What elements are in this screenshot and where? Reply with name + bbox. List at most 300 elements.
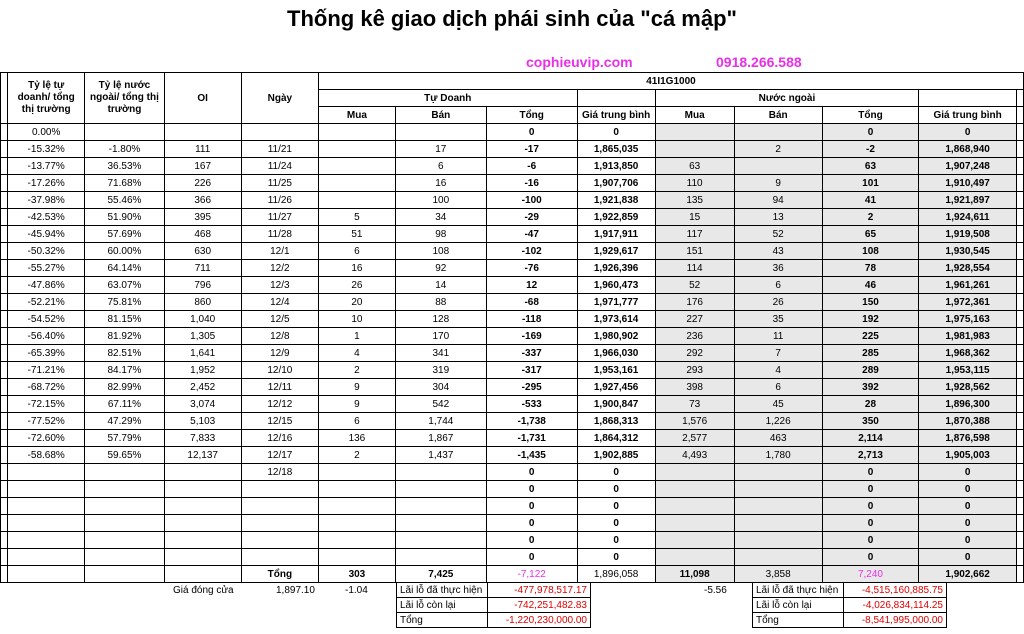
cell-date: 11/27	[241, 209, 318, 226]
cell-td-ban	[395, 464, 486, 481]
cell-nn-pct: 57.79%	[85, 430, 164, 447]
cell-nn-gia: 1,928,562	[919, 379, 1017, 396]
cell-oi	[164, 124, 241, 141]
cell-td-gia: 1,953,161	[577, 362, 655, 379]
cell-oi	[164, 481, 241, 498]
cell-td-gia: 1,960,473	[577, 277, 655, 294]
cell-nn-gia: 0	[919, 498, 1017, 515]
cell-nn-tong: 2,114	[822, 430, 919, 447]
cell-nn-ban: 52	[734, 226, 822, 243]
cell-td-mua: 6	[318, 243, 395, 260]
cell-nn-mua: 1,576	[655, 413, 734, 430]
header-ngay: Ngày	[241, 73, 318, 124]
cell-nn-pct: 36.53%	[85, 158, 164, 175]
cell-td-mua	[318, 175, 395, 192]
cell-nn-tong: 285	[822, 345, 919, 362]
cell-td-gia: 1,926,396	[577, 260, 655, 277]
pl-td-realized-value: -477,978,517.17	[488, 583, 591, 598]
totals-td-tong: -7,122	[486, 566, 577, 583]
cell-td-ban: 128	[395, 311, 486, 328]
cell-td-tong: -100	[486, 192, 577, 209]
table-row	[1, 481, 1024, 498]
cell-nn-tong: 0	[822, 481, 919, 498]
cell-td-gia: 1,907,706	[577, 175, 655, 192]
table-row	[1, 464, 1024, 481]
cell-td-mua: 9	[318, 396, 395, 413]
cell-nn-tong: 28	[822, 396, 919, 413]
cell-td-tong: -295	[486, 379, 577, 396]
cell-nn-pct: 51.90%	[85, 209, 164, 226]
totals-nn-tong: 7,240	[822, 566, 919, 583]
cell-nn-pct	[85, 515, 164, 532]
totals-row	[1, 566, 1024, 583]
cell-nn-gia: 1,921,897	[919, 192, 1017, 209]
table-row	[1, 243, 1024, 260]
cell-nn-mua	[655, 515, 734, 532]
cell-td-tong: 0	[486, 515, 577, 532]
cell-date	[241, 498, 318, 515]
cell-nn-gia: 1,930,545	[919, 243, 1017, 260]
cell-oi	[164, 464, 241, 481]
cell-nn-tong: 392	[822, 379, 919, 396]
header-nn-ban: Bán	[734, 107, 822, 124]
cell-nn-pct: 67.11%	[85, 396, 164, 413]
cell-date: 12/15	[241, 413, 318, 430]
cell-td-ban: 319	[395, 362, 486, 379]
cell-nn-pct: 71.68%	[85, 175, 164, 192]
cell-date: 12/3	[241, 277, 318, 294]
cell-td-ban: 304	[395, 379, 486, 396]
cell-nn-pct: 55.46%	[85, 192, 164, 209]
cell-nn-ban	[734, 124, 822, 141]
cell-nn-ban: 36	[734, 260, 822, 277]
pl-td-total-label: Tổng	[397, 613, 488, 628]
cell-nn-tong: 46	[822, 277, 919, 294]
cell-nn-pct: 81.92%	[85, 328, 164, 345]
cell-td-mua: 136	[318, 430, 395, 447]
header-td-gia: Giá trung bình	[577, 107, 655, 124]
cell-td-tong: -1,738	[486, 413, 577, 430]
pl-tu-doanh-table	[396, 582, 591, 628]
cell-td-pct	[8, 549, 85, 566]
cell-nn-gia: 1,981,983	[919, 328, 1017, 345]
cell-td-ban: 170	[395, 328, 486, 345]
cell-td-ban: 92	[395, 260, 486, 277]
cell-oi: 366	[164, 192, 241, 209]
header-oi: OI	[164, 73, 241, 124]
cell-nn-mua: 73	[655, 396, 734, 413]
cell-td-mua: 6	[318, 413, 395, 430]
pl-nn-remaining-value: -4,026,834,114.25	[844, 598, 947, 613]
table-row	[1, 532, 1024, 549]
totals-td-ban: 7,425	[395, 566, 486, 583]
table-row	[1, 175, 1024, 192]
cell-td-tong: 12	[486, 277, 577, 294]
cell-td-mua	[318, 141, 395, 158]
cell-td-gia: 0	[577, 549, 655, 566]
cell-td-mua: 26	[318, 277, 395, 294]
cell-td-pct: -52.21%	[8, 294, 85, 311]
cell-nn-tong: 350	[822, 413, 919, 430]
cell-nn-ban: 463	[734, 430, 822, 447]
cell-nn-tong: 41	[822, 192, 919, 209]
table-row	[1, 413, 1024, 430]
cell-nn-ban	[734, 464, 822, 481]
cell-nn-pct: 47.29%	[85, 413, 164, 430]
cell-nn-pct	[85, 124, 164, 141]
cell-nn-pct: 81.15%	[85, 311, 164, 328]
cell-nn-mua: 63	[655, 158, 734, 175]
website-link[interactable]: cophieuvip.com	[526, 54, 633, 70]
cell-td-mua: 5	[318, 209, 395, 226]
cell-td-mua: 2	[318, 362, 395, 379]
cell-td-mua: 51	[318, 226, 395, 243]
table-row	[1, 294, 1024, 311]
cell-nn-ban	[734, 532, 822, 549]
header-td-ban: Bán	[395, 107, 486, 124]
cell-td-gia: 1,864,312	[577, 430, 655, 447]
trading-table	[0, 72, 1024, 583]
cell-nn-mua: 2,577	[655, 430, 734, 447]
cell-td-pct: -58.68%	[8, 447, 85, 464]
cell-date: 11/21	[241, 141, 318, 158]
cell-nn-mua	[655, 481, 734, 498]
cell-td-gia: 0	[577, 532, 655, 549]
cell-td-gia: 1,966,030	[577, 345, 655, 362]
cell-nn-mua: 114	[655, 260, 734, 277]
cell-td-ban	[395, 515, 486, 532]
cell-nn-gia: 1,968,362	[919, 345, 1017, 362]
cell-td-tong: 0	[486, 124, 577, 141]
cell-td-gia: 0	[577, 498, 655, 515]
cell-date	[241, 532, 318, 549]
table-body	[1, 124, 1024, 566]
cell-td-gia: 1,917,911	[577, 226, 655, 243]
cell-td-tong: -118	[486, 311, 577, 328]
table-row	[1, 226, 1024, 243]
cell-nn-pct	[85, 498, 164, 515]
header-ty-le-nuoc-ngoai: Tỷ lệ nước ngoài/ tổng thị trường	[85, 73, 164, 124]
totals-nn-ban: 3,858	[734, 566, 822, 583]
cell-nn-gia: 1,905,003	[919, 447, 1017, 464]
cell-oi: 226	[164, 175, 241, 192]
table-row	[1, 430, 1024, 447]
cell-td-pct	[8, 515, 85, 532]
cell-td-tong: -6	[486, 158, 577, 175]
cell-td-mua	[318, 481, 395, 498]
cell-nn-mua: 398	[655, 379, 734, 396]
cell-nn-ban	[734, 498, 822, 515]
cell-nn-pct: 63.07%	[85, 277, 164, 294]
header-tu-doanh: Tự Doanh	[318, 90, 577, 107]
cell-td-gia: 1,865,035	[577, 141, 655, 158]
cell-td-gia: 1,973,614	[577, 311, 655, 328]
cell-oi	[164, 498, 241, 515]
cell-nn-tong: 2,713	[822, 447, 919, 464]
cell-nn-mua: 176	[655, 294, 734, 311]
cell-td-tong: 0	[486, 481, 577, 498]
cell-nn-gia: 0	[919, 124, 1017, 141]
pl-nn-remaining-label: Lãi lỗ còn lại	[753, 598, 844, 613]
cell-td-tong: -29	[486, 209, 577, 226]
cell-date	[241, 481, 318, 498]
cell-td-tong: 0	[486, 464, 577, 481]
cell-td-pct	[8, 481, 85, 498]
totals-nn-mua: 11,098	[655, 566, 734, 583]
phone-number: 0918.266.588	[716, 54, 802, 70]
cell-td-pct: -54.52%	[8, 311, 85, 328]
table-row	[1, 362, 1024, 379]
table-row	[1, 396, 1024, 413]
cell-nn-pct: 75.81%	[85, 294, 164, 311]
cell-oi: 167	[164, 158, 241, 175]
closing-price-label: Giá đóng cửa	[173, 585, 234, 596]
cell-td-tong: -76	[486, 260, 577, 277]
cell-nn-ban: 7	[734, 345, 822, 362]
cell-td-gia: 1,921,838	[577, 192, 655, 209]
cell-oi: 2,452	[164, 379, 241, 396]
pl-td-total-value: -1,220,230,000.00	[488, 613, 591, 628]
table-row	[1, 379, 1024, 396]
cell-nn-tong: 0	[822, 549, 919, 566]
cell-nn-tong: 0	[822, 124, 919, 141]
cell-td-gia: 1,971,777	[577, 294, 655, 311]
cell-oi: 468	[164, 226, 241, 243]
cell-td-mua	[318, 515, 395, 532]
cell-oi: 12,137	[164, 447, 241, 464]
cell-td-pct: -50.32%	[8, 243, 85, 260]
cell-nn-mua	[655, 498, 734, 515]
cell-nn-tong: 0	[822, 532, 919, 549]
header-nn-mua: Mua	[655, 107, 734, 124]
cell-td-ban: 1,744	[395, 413, 486, 430]
cell-nn-ban: 11	[734, 328, 822, 345]
cell-nn-pct	[85, 549, 164, 566]
cell-td-ban: 341	[395, 345, 486, 362]
cell-date: 12/9	[241, 345, 318, 362]
cell-date: 12/5	[241, 311, 318, 328]
table-row	[1, 447, 1024, 464]
cell-oi: 1,305	[164, 328, 241, 345]
cell-nn-ban: 6	[734, 277, 822, 294]
cell-nn-pct: -1.80%	[85, 141, 164, 158]
cell-td-mua	[318, 498, 395, 515]
cell-nn-tong: 2	[822, 209, 919, 226]
cell-td-ban: 88	[395, 294, 486, 311]
cell-td-tong: 0	[486, 549, 577, 566]
cell-oi: 860	[164, 294, 241, 311]
cell-nn-gia: 0	[919, 515, 1017, 532]
table-row	[1, 311, 1024, 328]
cell-td-pct: -15.32%	[8, 141, 85, 158]
cell-td-gia: 0	[577, 481, 655, 498]
cell-oi	[164, 532, 241, 549]
cell-nn-pct: 64.14%	[85, 260, 164, 277]
cell-td-ban	[395, 549, 486, 566]
cell-td-ban: 14	[395, 277, 486, 294]
cell-oi: 630	[164, 243, 241, 260]
cell-nn-pct: 59.65%	[85, 447, 164, 464]
totals-td-mua: 303	[318, 566, 395, 583]
cell-nn-gia: 1,961,261	[919, 277, 1017, 294]
header-td-tong: Tổng	[486, 107, 577, 124]
cell-td-ban	[395, 124, 486, 141]
cell-nn-tong: 108	[822, 243, 919, 260]
header-ty-le-tu-doanh: Tỷ lệ tự doanh/ tổng thị trường	[8, 73, 85, 124]
closing-price-value: 1,897.10	[276, 585, 315, 596]
cell-oi: 711	[164, 260, 241, 277]
cell-nn-tong: 0	[822, 515, 919, 532]
cell-nn-ban: 13	[734, 209, 822, 226]
cell-nn-mua: 292	[655, 345, 734, 362]
cell-nn-mua	[655, 124, 734, 141]
cell-nn-gia: 1,972,361	[919, 294, 1017, 311]
cell-nn-mua: 293	[655, 362, 734, 379]
cell-td-tong: -337	[486, 345, 577, 362]
cell-nn-ban: 26	[734, 294, 822, 311]
cell-td-pct: -68.72%	[8, 379, 85, 396]
cell-nn-pct: 82.51%	[85, 345, 164, 362]
cell-nn-tong: 78	[822, 260, 919, 277]
cell-td-pct: 0.00%	[8, 124, 85, 141]
cell-td-gia: 1,980,902	[577, 328, 655, 345]
cell-nn-ban: 43	[734, 243, 822, 260]
cell-td-gia: 1,922,859	[577, 209, 655, 226]
cell-td-ban	[395, 532, 486, 549]
page-title: Thống kê giao dịch phái sinh của "cá mập"	[287, 6, 737, 31]
cell-td-tong: -1,731	[486, 430, 577, 447]
cell-nn-gia: 0	[919, 481, 1017, 498]
cell-nn-mua: 4,493	[655, 447, 734, 464]
cell-nn-ban: 4	[734, 362, 822, 379]
cell-oi: 5,103	[164, 413, 241, 430]
cell-td-mua	[318, 532, 395, 549]
cell-nn-tong: 63	[822, 158, 919, 175]
cell-nn-gia: 1,953,115	[919, 362, 1017, 379]
cell-oi	[164, 549, 241, 566]
cell-nn-pct: 60.00%	[85, 243, 164, 260]
cell-nn-gia: 1,919,508	[919, 226, 1017, 243]
cell-nn-ban	[734, 549, 822, 566]
cell-date: 11/28	[241, 226, 318, 243]
cell-td-ban: 6	[395, 158, 486, 175]
cell-oi: 796	[164, 277, 241, 294]
cell-date: 11/24	[241, 158, 318, 175]
table-row	[1, 124, 1024, 141]
cell-td-ban: 100	[395, 192, 486, 209]
cell-td-gia: 1,913,850	[577, 158, 655, 175]
cell-nn-gia: 1,868,940	[919, 141, 1017, 158]
cell-td-ban	[395, 481, 486, 498]
table-row	[1, 192, 1024, 209]
cell-td-pct: -65.39%	[8, 345, 85, 362]
cell-td-pct	[8, 498, 85, 515]
cell-nn-ban: 1,226	[734, 413, 822, 430]
cell-nn-gia: 1,910,497	[919, 175, 1017, 192]
cell-td-gia: 1,868,313	[577, 413, 655, 430]
cell-nn-gia: 1,975,163	[919, 311, 1017, 328]
cell-td-mua	[318, 192, 395, 209]
cell-td-tong: -102	[486, 243, 577, 260]
cell-nn-tong: -2	[822, 141, 919, 158]
cell-oi: 7,833	[164, 430, 241, 447]
cell-td-gia: 1,902,885	[577, 447, 655, 464]
cell-td-pct: -45.94%	[8, 226, 85, 243]
cell-td-pct: -37.98%	[8, 192, 85, 209]
cell-nn-mua	[655, 532, 734, 549]
cell-td-pct: -72.60%	[8, 430, 85, 447]
table-row	[1, 141, 1024, 158]
cell-td-gia: 0	[577, 464, 655, 481]
cell-date: 12/17	[241, 447, 318, 464]
cell-oi: 3,074	[164, 396, 241, 413]
cell-td-tong: -317	[486, 362, 577, 379]
cell-nn-gia: 1,876,598	[919, 430, 1017, 447]
cell-nn-mua: 15	[655, 209, 734, 226]
cell-nn-ban: 6	[734, 379, 822, 396]
cell-oi: 1,641	[164, 345, 241, 362]
cell-nn-mua: 110	[655, 175, 734, 192]
pl-nuoc-ngoai-table	[752, 582, 947, 628]
cell-date: 12/1	[241, 243, 318, 260]
header-td-mua: Mua	[318, 107, 395, 124]
cell-td-gia: 1,929,617	[577, 243, 655, 260]
table-row	[1, 209, 1024, 226]
cell-date: 11/26	[241, 192, 318, 209]
cell-td-ban: 98	[395, 226, 486, 243]
header-nuoc-ngoai: Nước ngoài	[655, 90, 919, 107]
cell-td-gia: 1,900,847	[577, 396, 655, 413]
cell-td-mua	[318, 158, 395, 175]
cell-td-pct	[8, 464, 85, 481]
cell-td-mua: 4	[318, 345, 395, 362]
table-row	[1, 498, 1024, 515]
pl-nn-realized-label: Lãi lỗ đã thực hiện	[753, 583, 844, 598]
cell-td-tong: 0	[486, 498, 577, 515]
cell-date: 12/12	[241, 396, 318, 413]
cell-td-ban: 16	[395, 175, 486, 192]
cell-nn-mua	[655, 549, 734, 566]
cell-oi: 111	[164, 141, 241, 158]
cell-td-tong: -169	[486, 328, 577, 345]
cell-nn-gia: 0	[919, 464, 1017, 481]
cell-nn-gia: 1,924,611	[919, 209, 1017, 226]
cell-td-ban	[395, 498, 486, 515]
totals-nn-gia: 1,902,662	[919, 566, 1017, 583]
cell-nn-gia: 0	[919, 532, 1017, 549]
cell-date: 11/25	[241, 175, 318, 192]
cell-td-gia: 0	[577, 124, 655, 141]
cell-nn-ban	[734, 515, 822, 532]
cell-nn-pct	[85, 464, 164, 481]
header-nn-gia: Giá trung bình	[919, 107, 1017, 124]
cell-nn-ban: 9	[734, 175, 822, 192]
cell-oi: 1,040	[164, 311, 241, 328]
cell-nn-gia: 1,928,554	[919, 260, 1017, 277]
cell-td-mua: 9	[318, 379, 395, 396]
pl-td-realized-label: Lãi lỗ đã thực hiện	[397, 583, 488, 598]
cell-nn-tong: 65	[822, 226, 919, 243]
cell-nn-tong: 101	[822, 175, 919, 192]
table-row	[1, 328, 1024, 345]
cell-nn-ban: 45	[734, 396, 822, 413]
cell-nn-tong: 289	[822, 362, 919, 379]
pl-nn-total-label: Tổng	[753, 613, 844, 628]
cell-td-ban: 1,867	[395, 430, 486, 447]
cell-td-ban: 542	[395, 396, 486, 413]
cell-td-tong: 0	[486, 532, 577, 549]
totals-label: Tổng	[241, 566, 318, 583]
